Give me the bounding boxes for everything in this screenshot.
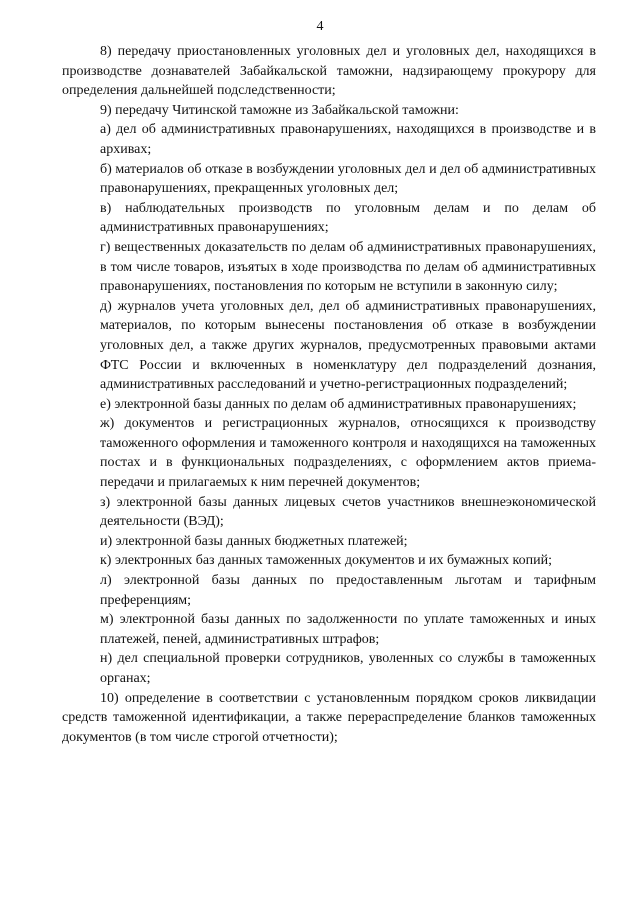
list-item-z: з) электронной базы данных лицевых счетов участников внешнеэкономической деятельности (ВЭД); bbox=[100, 494, 596, 530]
list-item-m: м) электронной базы данных по задолженности по уплате таможенных и иных платежей, пеней, административных штрафов; bbox=[100, 612, 596, 647]
list-item-zh: ж) документов и регистрационных журналов, относящихся к производству таможенного оформления и таможенного контроля и находящихся на таможенных постах и в функциональных подразделениях, с оформлением актов приема-передачи и прилагаемых к ним перечней документов; bbox=[100, 416, 596, 491]
list-item-d: д) журналов учета уголовных дел, дел об административных правонарушениях, материалов, по которым вынесены постановления об отказе в возбуждении уголовных дел, а также других журналов, предусмотренных правовыми актами ФТС России и включенных в номенклатуру дел подразделений дознания, административных расследований и учетно-регистрационных подразделений; bbox=[100, 298, 596, 393]
paragraph-8: 8) передачу приостановленных уголовных дел и уголовных дел, находящихся в производстве дознавателей Забайкальской таможни, надзирающему прокурору для определения дальнейшей подследственности; bbox=[62, 44, 596, 99]
list-item-l: л) электронной базы данных по предоставленным льготам и тарифным преференциям; bbox=[100, 573, 596, 608]
list-item-k: к) электронных баз данных таможенных документов и их бумажных копий; bbox=[100, 553, 552, 569]
list-item-n: н) дел специальной проверки сотрудников, уволенных со службы в таможенных органах; bbox=[100, 651, 596, 686]
document-body bbox=[62, 42, 596, 747]
page-number: 4 bbox=[316, 19, 324, 34]
list-item-b: б) материалов об отказе в возбуждении уголовных дел и дел об административных правонарушениях, прекращенных уголовных дел; bbox=[100, 161, 596, 197]
list-item-g: г) вещественных доказательств по делам об административных правонарушениях, в том числе товаров, изъятых в ходе производства по делам об административных правонарушениях, постановления по которым не вступили в законную силу; bbox=[100, 239, 596, 295]
list-item-i: и) электронной базы данных бюджетных платежей; bbox=[100, 533, 408, 549]
paragraph-10: 10) определение в соответствии с установленным порядком сроков ликвидации средств таможенной идентификации, а также перераспределение бланков таможенных документов (в том числе строгой отчетности); bbox=[62, 690, 596, 745]
paragraph-9: 9) передачу Читинской таможне из Забайкальской таможни: bbox=[100, 102, 459, 118]
list-item-a: а) дел об административных правонарушениях, находящихся в производстве и в архивах; bbox=[100, 122, 596, 157]
list-item-v: в) наблюдательных производств по уголовным делам и по делам об административных правонарушениях; bbox=[100, 200, 596, 236]
list-item-e: е) электронной базы данных по делам об административных правонарушениях; bbox=[100, 396, 577, 412]
